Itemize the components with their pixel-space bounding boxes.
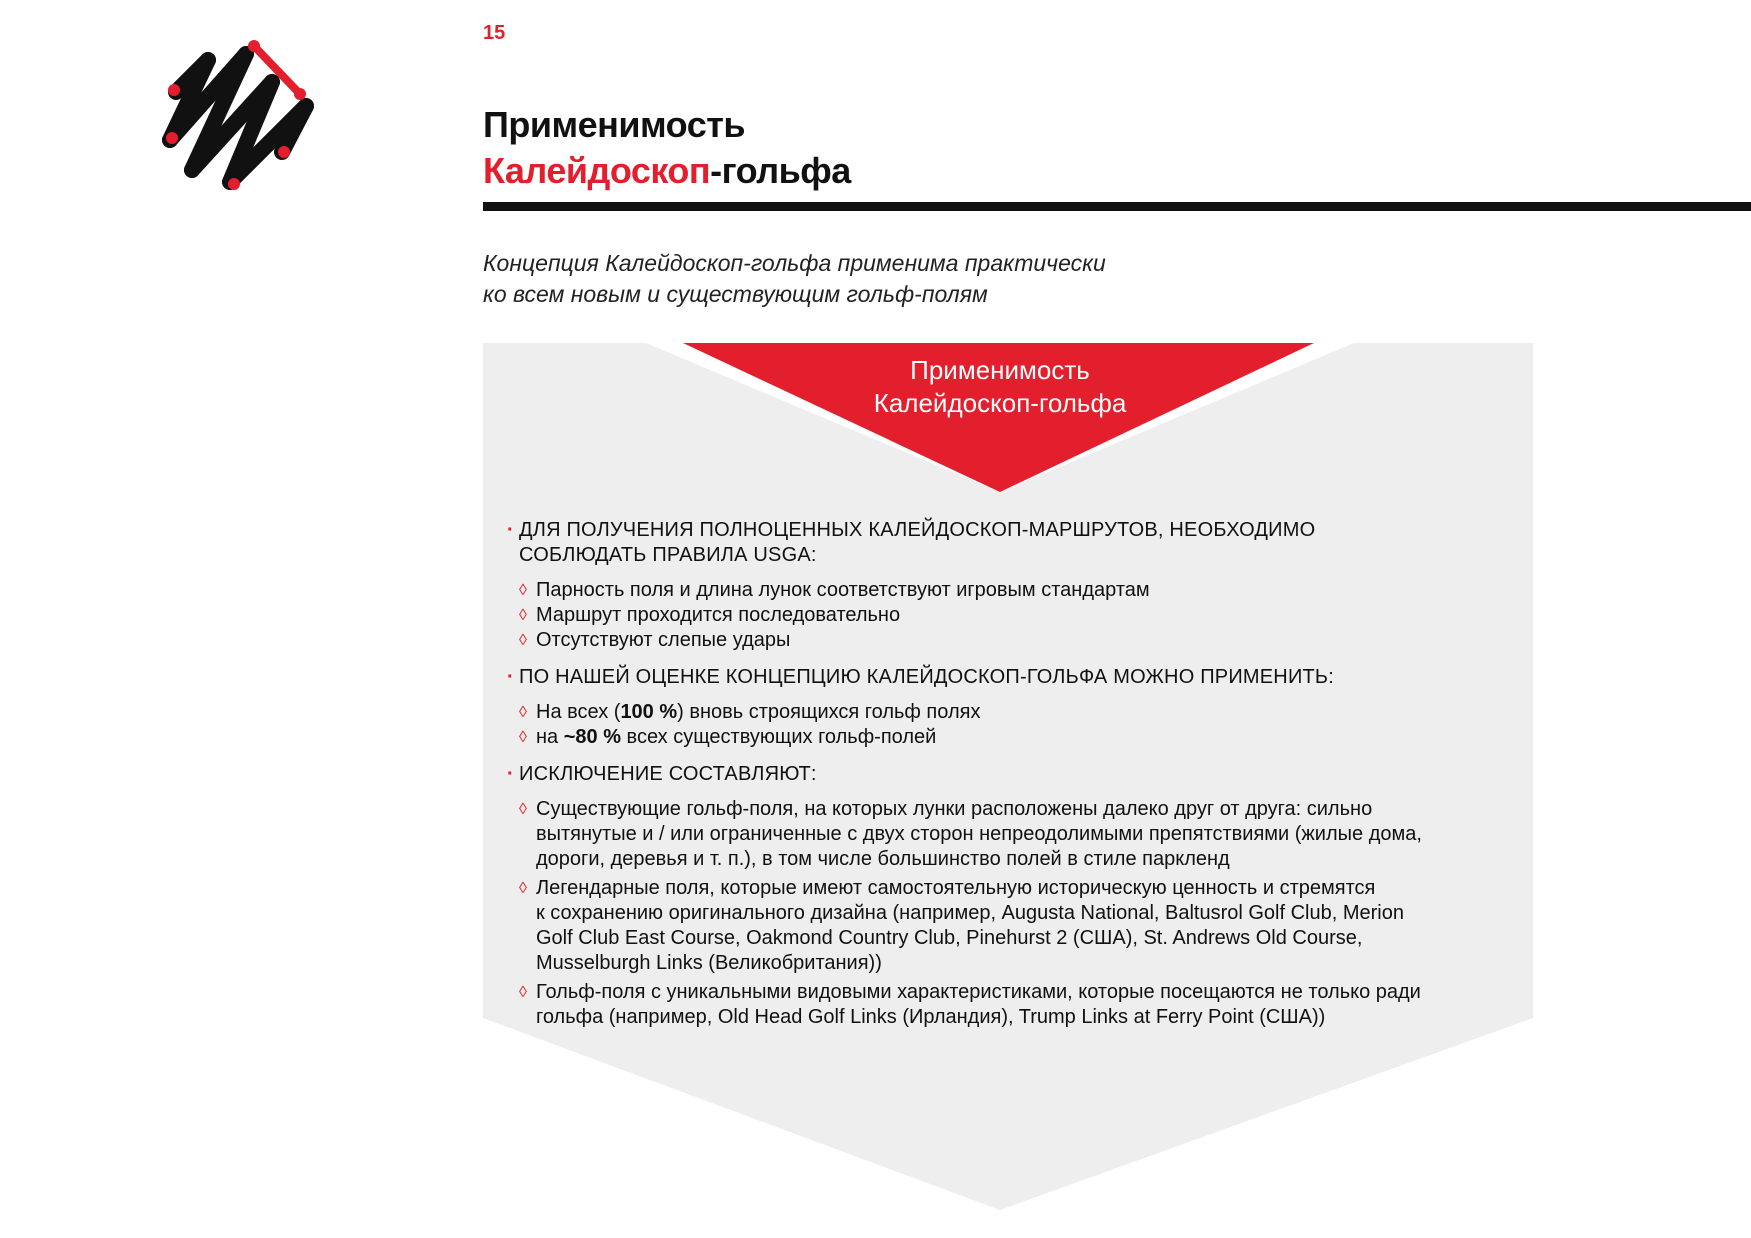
section-heading <box>519 518 1517 568</box>
section-apply <box>507 665 1517 750</box>
diamond-bullet-icon: ◊ <box>519 582 527 599</box>
item-emphasis: 100 % <box>620 701 678 723</box>
diamond-bullet-icon: ◊ <box>519 607 527 624</box>
item-text: всех существующих гольф-полей <box>621 726 937 748</box>
title-suffix: -гольфа <box>710 150 851 191</box>
item-text: Отсутствуют слепые удары <box>536 629 791 651</box>
page-number: 15 <box>483 22 506 44</box>
item-text: Маршрут проходится последовательно <box>536 604 901 626</box>
item-line: к сохранению оригинального дизайна (например, Augusta National, Baltusrol Golf Club, Merion <box>536 902 1404 924</box>
title-line-1: Применимость <box>483 104 745 145</box>
item-line: Musselburgh Links (Великобритания)) <box>536 952 882 974</box>
list-item <box>519 628 1517 653</box>
heading-line: СОБЛЮДАТЬ ПРАВИЛА USGA: <box>519 544 817 566</box>
diamond-bullet-icon: ◊ <box>519 801 527 818</box>
heading-line: ДЛЯ ПОЛУЧЕНИЯ ПОЛНОЦЕННЫХ КАЛЕЙДОСКОП-МАРШРУТОВ, НЕОБХОДИМО <box>519 519 1316 541</box>
chevron-line-2: Калейдоскоп-гольфа <box>873 388 1127 418</box>
sub-list <box>519 578 1517 653</box>
diamond-bullet-icon: ◊ <box>519 984 527 1001</box>
item-line: Легендарные поля, которые имеют самостоятельную историческую ценность и стремятся <box>536 877 1376 899</box>
item-line: гольфа (например, Old Head Golf Links (Ирландия), Trump Links at Ferry Point (США)) <box>536 1006 1326 1028</box>
item-line: Гольф-поля с уникальными видовыми характеристиками, которые посещаются не только ради <box>536 981 1421 1003</box>
lead-line-2: ко всем новым и существующим гольф-полям <box>483 281 988 307</box>
item-text: Парность поля и длина лунок соответствуют игровым стандартам <box>536 579 1150 601</box>
list-item <box>519 797 1517 872</box>
item-text: на <box>536 726 564 748</box>
section-heading: ИСКЛЮЧЕНИЕ СОСТАВЛЯЮТ: <box>519 763 817 785</box>
section-exceptions <box>507 762 1517 1030</box>
item-emphasis: ~80 % <box>563 726 621 748</box>
list-item <box>519 725 1517 750</box>
list-item <box>519 578 1517 603</box>
item-text: ) вновь строящихся гольф полях <box>677 701 981 723</box>
chevron-label <box>800 354 1200 420</box>
list-item <box>519 876 1517 976</box>
item-line: вытянутые и / или ограниченные с двух сторон непреодолимыми препятствиями (жилые дома, <box>536 823 1422 845</box>
bullet-dot: · <box>507 519 514 541</box>
diamond-bullet-icon: ◊ <box>519 632 527 649</box>
list-item <box>519 700 1517 725</box>
list-item <box>519 980 1517 1030</box>
item-text: На всех ( <box>536 701 621 723</box>
sub-list <box>519 700 1517 750</box>
item-line: дороги, деревья и т. п.), в том числе большинство полей в стиле паркленд <box>536 848 1230 870</box>
content-list <box>507 518 1517 1042</box>
diamond-bullet-icon: ◊ <box>519 729 527 746</box>
item-line: Существующие гольф-поля, на которых лунки расположены далеко друг от друга: сильно <box>536 798 1373 820</box>
section-usga <box>507 518 1517 653</box>
lead-line-1: Концепция Калейдоскоп-гольфа применима практически <box>483 250 1106 276</box>
diamond-bullet-icon: ◊ <box>519 880 527 897</box>
title-accent: Калейдоскоп <box>483 150 711 191</box>
list-item <box>519 603 1517 628</box>
bullet-dot: · <box>507 666 514 688</box>
item-line: Golf Club East Course, Oakmond Country Club, Pinehurst 2 (США), St. Andrews Old Course, <box>536 927 1363 949</box>
sub-list <box>519 797 1517 1030</box>
chevron-line-1: Применимость <box>910 355 1090 385</box>
bullet-dot: · <box>507 763 514 785</box>
diamond-bullet-icon: ◊ <box>519 704 527 721</box>
section-heading: ПО НАШЕЙ ОЦЕНКЕ КОНЦЕПЦИЮ КАЛЕЙДОСКОП-ГОЛЬФА МОЖНО ПРИМЕНИТЬ: <box>519 666 1335 688</box>
